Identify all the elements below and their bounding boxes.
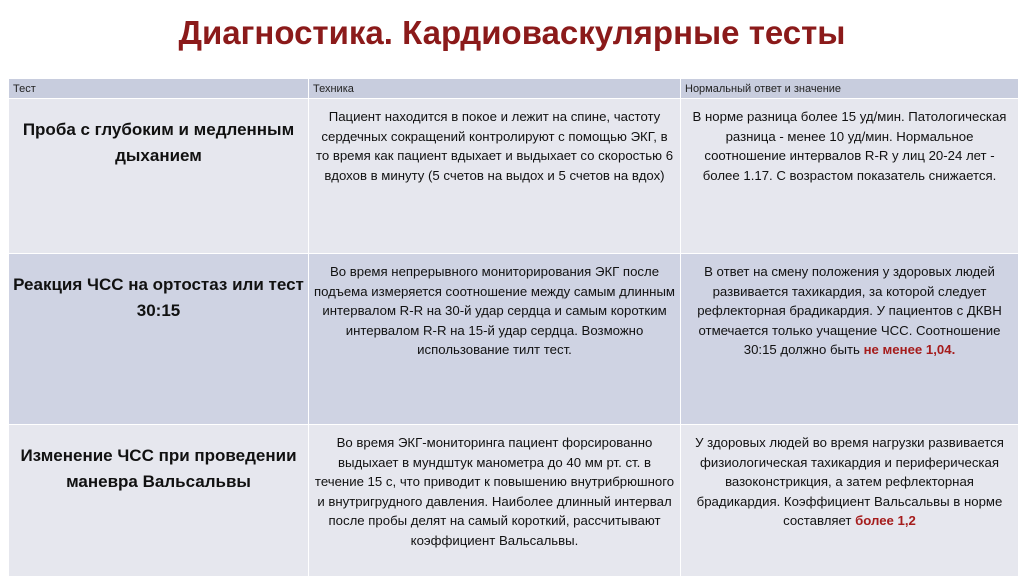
normal-response-cell — [681, 99, 1019, 254]
header-normal-response: Нормальный ответ и значение — [681, 79, 1019, 99]
normal-response-cell — [681, 425, 1019, 576]
normal-response-text: В норме разница более 15 уд/мин. Патологическая разница - менее 10 уд/мин. Нормальное соотношение интервалов R-R у лиц 20-24 лет - более 1.17. С возрастом показатель снижается. — [692, 109, 1007, 183]
header-test: Тест — [9, 79, 309, 99]
technique-cell: Пациент находится в покое и лежит на спине, частоту сердечных сокращений контролируют с помощью ЭКГ, в то время как пациент вдыхает и выдыхает со скоростью 6 вдохов в минуту (5 счетов на выдох и 5 счетов на вдох) — [309, 99, 681, 254]
table-header-row — [9, 79, 1019, 99]
tests-table — [8, 78, 1019, 576]
technique-cell: Во время ЭКГ-мониторинга пациент форсированно выдыхает в мундштук манометра до 40 мм рт. ст. в течение 15 с, что приводит к повышению внутрибрюшного и внутригрудного давления. Наиболее длинный интервал после пробы делят на самый короткий, рассчитывают коэффициент Вальсальвы. — [309, 425, 681, 576]
header-technique: Техника — [309, 79, 681, 99]
normal-response-text: У здоровых людей во время нагрузки развивается физиологическая тахикардия и периферическая вазоконстрикция, а затем рефлекторная брадикардия. Коэффициент Вальсальвы в норме составляет — [695, 435, 1004, 528]
normal-response-highlight: более 1,2 — [855, 513, 916, 528]
table-row — [9, 99, 1019, 254]
test-name-cell: Реакция ЧСС на ортостаз или тест 30:15 — [9, 254, 309, 425]
technique-cell: Во время непрерывного мониторирования ЭКГ после подъема измеряется соотношение между самым длинным интервалом R-R на 30-й удар сердца и самым коротким интервалом R-R на 15-й удар сердца. Возможно использование тилт тест. — [309, 254, 681, 425]
test-name-cell: Проба с глубоким и медленным дыханием — [9, 99, 309, 254]
table-row — [9, 254, 1019, 425]
test-name-cell: Изменение ЧСС при проведении маневра Вальсальвы — [9, 425, 309, 576]
normal-response-text: В ответ на смену положения у здоровых людей развивается тахикардия, за которой следует рефлекторная брадикардия. У пациентов с ДКВН отмечается только учащение ЧСС. Соотношение 30:15 должно быть — [697, 264, 1002, 357]
normal-response-highlight: не менее 1,04. — [863, 342, 956, 357]
slide-title: Диагностика. Кардиоваскулярные тесты — [178, 14, 846, 51]
table-row — [9, 425, 1019, 576]
normal-response-cell — [681, 254, 1019, 425]
